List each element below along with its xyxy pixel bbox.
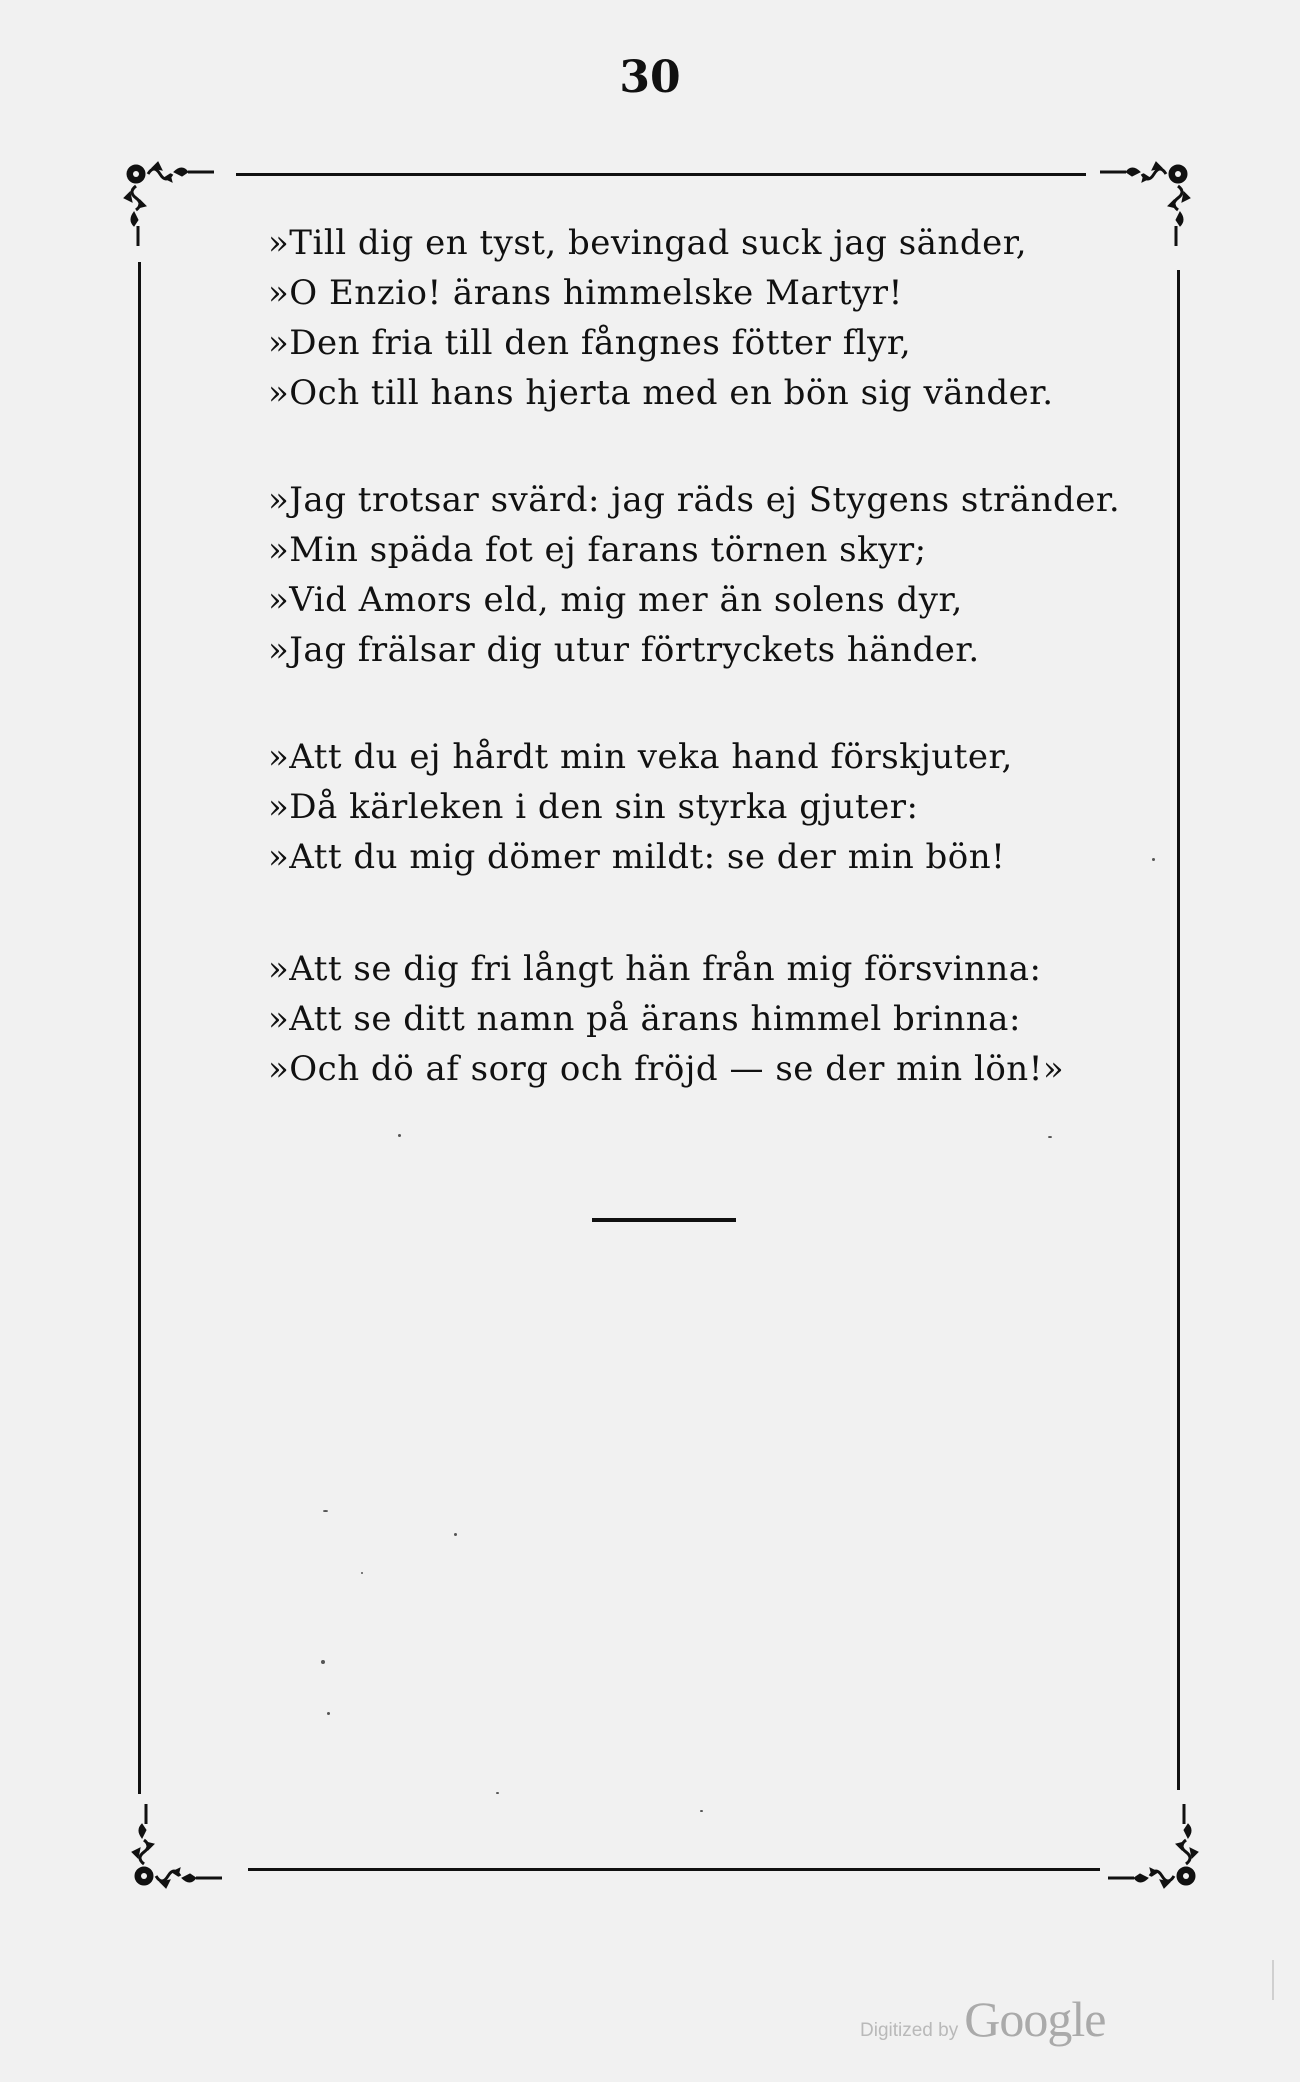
speck: [1152, 858, 1155, 861]
corner-ornament-top-left-icon: [118, 150, 228, 260]
poem-line: »Vid Amors eld, mig mer än solens dyr,: [268, 580, 963, 620]
poem-line: »Att se dig fri långt hän från mig försvinna:: [268, 949, 1042, 989]
stanza-4: [268, 944, 1148, 1094]
poem-line: »Min späda fot ej farans törnen skyr;: [268, 530, 927, 570]
corner-ornament-bottom-left-icon: [126, 1790, 236, 1900]
edge-mark: [1272, 1960, 1274, 2000]
stanza-2: [268, 475, 1148, 675]
stanza-gap: [268, 882, 1148, 944]
speck: [361, 1572, 363, 1574]
speck: [496, 1792, 499, 1794]
poem-line: »Till dig en tyst, bevingad suck jag sänder,: [268, 223, 1028, 263]
poem-line: »Att du mig dömer mildt: se der min bön!: [268, 837, 1006, 877]
frame-right-rule: [1177, 270, 1180, 1790]
poem-line: »Den fria till den fångnes fötter flyr,: [268, 323, 912, 363]
stanza-3: [268, 732, 1148, 882]
stanza-gap: [268, 675, 1148, 732]
poem-line: »Och till hans hjerta med en bön sig vänder.: [268, 373, 1054, 413]
poem-line: »Att du ej hårdt min veka hand förskjuter,: [268, 737, 1013, 777]
poem-line: »Jag frälsar dig utur förtryckets händer.: [268, 630, 980, 670]
frame-bottom-rule: [248, 1868, 1100, 1871]
speck: [1048, 1136, 1052, 1138]
end-rule: [592, 1218, 736, 1222]
frame-top-rule: [236, 173, 1086, 176]
speck: [323, 1510, 328, 1512]
speck: [454, 1533, 457, 1536]
digitized-prefix: Digitized by: [860, 2020, 959, 2041]
digitized-watermark: [860, 1990, 1105, 2050]
speck: [700, 1810, 703, 1812]
poem-line: »Jag trotsar svärd: jag räds ej Stygens stränder.: [268, 480, 1121, 520]
speck: [398, 1134, 401, 1137]
google-logo-text: Google: [964, 1991, 1106, 2047]
poem-line: »Då kärleken i den sin styrka gjuter:: [268, 787, 919, 827]
page-number: 30: [619, 52, 681, 103]
speck: [327, 1712, 330, 1715]
poem-line: »Och dö af sorg och fröjd — se der min lön!»: [268, 1049, 1065, 1089]
corner-ornament-bottom-right-icon: [1094, 1790, 1204, 1900]
speck: [321, 1660, 325, 1664]
stanza-1: [268, 218, 1148, 418]
stanza-gap: [268, 418, 1148, 475]
poem-line: »O Enzio! ärans himmelske Martyr!: [268, 273, 903, 313]
poem-text: [268, 218, 1148, 1094]
poem-line: »Att se ditt namn på ärans himmel brinna:: [268, 999, 1021, 1039]
frame-left-rule: [138, 262, 141, 1794]
